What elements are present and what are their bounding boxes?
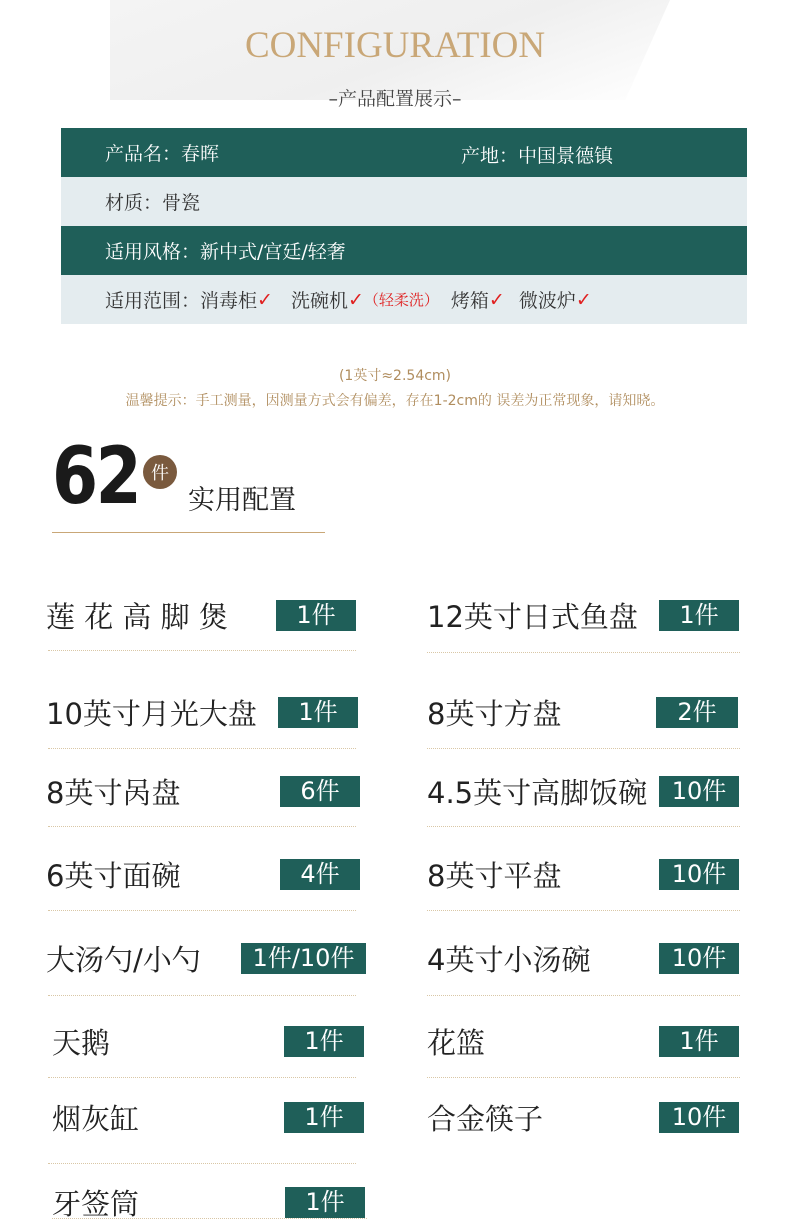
- divider: [52, 532, 325, 533]
- dotted-divider: [427, 652, 740, 653]
- usage-label: 适用范围：: [105, 290, 201, 312]
- config-item: [0, 600, 790, 634]
- dotted-divider: [48, 995, 356, 996]
- dotted-divider: [48, 748, 356, 749]
- unit-note: (1英寸≈2.54cm): [338, 368, 452, 384]
- item-name: 4.5英寸高脚饭碗: [427, 776, 648, 810]
- item-name: 天鹅: [52, 1026, 111, 1060]
- item-quantity-badge: 1件: [284, 1102, 364, 1133]
- item-quantity-badge: 4件: [280, 859, 360, 890]
- config-item: [0, 776, 790, 810]
- config-item: [0, 697, 790, 731]
- check-icon: ✓: [488, 288, 505, 311]
- item-name: 莲 花 高 脚 煲: [46, 600, 228, 634]
- item-name: 牙签筒: [52, 1187, 140, 1221]
- dotted-divider: [427, 910, 740, 911]
- usage-item-oven: 烤箱: [450, 290, 489, 312]
- config-label: 实用配置: [188, 485, 296, 516]
- dotted-divider: [48, 910, 356, 911]
- product-info-table: [61, 128, 747, 324]
- dotted-divider: [427, 995, 740, 996]
- info-row-material: [61, 177, 747, 226]
- dotted-divider: [48, 1077, 356, 1078]
- item-name: 花篮: [427, 1026, 486, 1060]
- item-name: 烟灰缸: [52, 1102, 140, 1136]
- config-item: [0, 1102, 790, 1136]
- item-name: 10英寸月光大盘: [46, 697, 257, 731]
- item-quantity-badge: 1件: [276, 600, 356, 631]
- check-icon: ✓: [575, 288, 592, 311]
- item-quantity-badge: 10件: [659, 776, 739, 807]
- usage-note: （轻柔洗）: [363, 291, 439, 309]
- page-subtitle: –产品配置展示–: [328, 88, 462, 110]
- item-quantity-badge: 10件: [659, 859, 739, 890]
- item-name: 4英寸小汤碗: [427, 943, 591, 977]
- info-row-name: [61, 128, 747, 177]
- item-quantity-badge: 1件: [278, 697, 358, 728]
- item-name: 8英寸方盘: [427, 697, 562, 731]
- item-quantity-badge: 1件: [285, 1187, 365, 1218]
- product-material: 材质：骨瓷: [105, 192, 201, 214]
- piece-unit-badge: 件: [143, 455, 177, 489]
- check-icon: ✓: [257, 288, 273, 311]
- dotted-divider: [52, 1218, 367, 1219]
- product-style: 适用风格：新中式/宫廷/轻奢: [105, 241, 346, 263]
- measurement-tip: 温馨提示：手工测量，因测量方式会有偏差，存在1-2cm的 误差为正常现象，请知晓。: [125, 393, 665, 409]
- dotted-divider: [48, 1163, 356, 1164]
- item-name: 12英寸日式鱼盘: [427, 600, 638, 634]
- config-item: [0, 1026, 790, 1060]
- usage-item-sterilizer: 消毒柜: [200, 290, 258, 312]
- item-name: 6英寸面碗: [46, 859, 181, 893]
- item-quantity-badge: 10件: [659, 943, 739, 974]
- item-name: 合金筷子: [427, 1102, 544, 1136]
- product-origin: 产地：中国景德镇: [461, 145, 614, 167]
- item-quantity-badge: 1件: [284, 1026, 364, 1057]
- dotted-divider: [48, 826, 356, 827]
- item-quantity-badge: 1件: [659, 600, 739, 631]
- check-icon: ✓: [347, 288, 364, 311]
- item-quantity-badge: 1件/10件: [241, 943, 366, 974]
- usage-item-microwave: 微波炉: [518, 290, 576, 312]
- dotted-divider: [427, 826, 740, 827]
- item-quantity-badge: 6件: [280, 776, 360, 807]
- config-item: [0, 1187, 790, 1221]
- item-quantity-badge: 10件: [659, 1102, 739, 1133]
- item-quantity-badge: 2件: [656, 697, 738, 728]
- info-row-style: [61, 226, 747, 275]
- item-quantity-badge: 1件: [659, 1026, 739, 1057]
- dotted-divider: [427, 748, 740, 749]
- item-name: 大汤勺/小勺: [46, 943, 201, 977]
- config-item: [0, 943, 790, 977]
- item-name: 8英寸平盘: [427, 859, 562, 893]
- dotted-divider: [48, 650, 356, 651]
- piece-count: 62: [52, 432, 140, 522]
- info-row-usage: [61, 275, 747, 324]
- product-name: 产品名：春晖: [105, 143, 220, 165]
- dotted-divider: [427, 1077, 740, 1078]
- config-item: [0, 859, 790, 893]
- item-name: 8英寸呙盘: [46, 776, 181, 810]
- page-title: CONFIGURATION: [244, 25, 546, 66]
- usage-item-dishwasher: 洗碗机: [290, 290, 348, 312]
